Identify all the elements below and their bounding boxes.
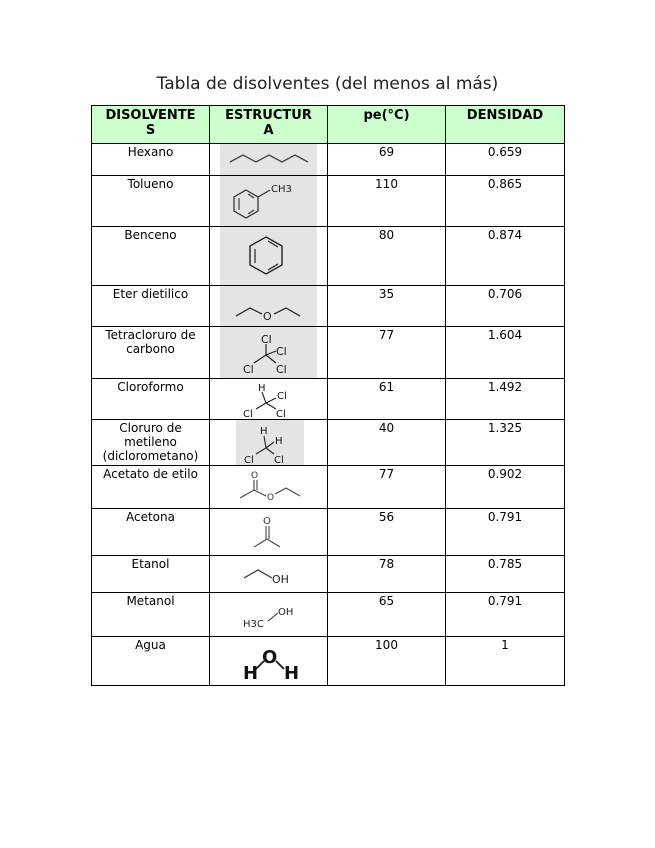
structure-cell: [210, 144, 328, 176]
structure-cell: [210, 593, 328, 637]
density: 0.874: [446, 227, 565, 286]
table-row: [92, 637, 565, 686]
page-title: Tabla de disolventes (del menos al más): [156, 74, 499, 94]
table-row: [92, 420, 565, 466]
table-row: [92, 466, 565, 509]
density: 1.325: [446, 420, 565, 466]
structure-cell: [210, 556, 328, 593]
table-row: [92, 176, 565, 227]
density: 0.706: [446, 286, 565, 327]
boiling-point: 110: [328, 176, 446, 227]
carbon-tetrachloride-structure-icon: [210, 327, 328, 379]
table-row: [92, 556, 565, 593]
structure-label: H: [284, 663, 300, 684]
structure-cell: [210, 420, 328, 466]
structure-label: Cl: [261, 333, 272, 346]
boiling-point: 100: [328, 637, 446, 686]
acetone-structure-icon: [210, 509, 328, 556]
solvent-name: Cloruro de metileno (diclorometano): [92, 420, 210, 466]
methanol-structure-icon: [210, 593, 328, 637]
solvent-name: Etanol: [92, 556, 210, 593]
solvent-name: Metanol: [92, 593, 210, 637]
density: 0.659: [446, 144, 565, 176]
structure-label: O: [263, 310, 272, 323]
boiling-point: 69: [328, 144, 446, 176]
table-row: [92, 509, 565, 556]
structure-label: O: [263, 516, 271, 527]
solvents-table: [91, 105, 565, 686]
solvent-name: Acetato de etilo: [92, 466, 210, 509]
solvent-name: Tolueno: [92, 176, 210, 227]
table-row: [92, 327, 565, 379]
solvent-name: Agua: [92, 637, 210, 686]
density: 1.604: [446, 327, 565, 379]
structure-label: Cl: [243, 363, 254, 376]
header-solvent: DISOLVENTE S: [92, 106, 210, 144]
boiling-point: 80: [328, 227, 446, 286]
density: 0.902: [446, 466, 565, 509]
boiling-point: 40: [328, 420, 446, 466]
structure-label: Cl: [277, 391, 287, 402]
boiling-point: 77: [328, 466, 446, 509]
structure-label: H: [260, 426, 268, 437]
structure-label: H: [243, 663, 259, 684]
structure-label: Cl: [243, 409, 253, 420]
header-structure: ESTRUCTUR A: [210, 106, 328, 144]
boiling-point: 56: [328, 509, 446, 556]
structure-label: H: [258, 383, 266, 394]
ethanol-structure-icon: [210, 556, 328, 593]
density: 1: [446, 637, 565, 686]
header-bp: pe(°C): [328, 106, 446, 144]
boiling-point: 78: [328, 556, 446, 593]
structure-cell: [210, 509, 328, 556]
solvent-name: Acetona: [92, 509, 210, 556]
density: 0.865: [446, 176, 565, 227]
structure-label: O: [267, 493, 275, 503]
table-row: [92, 593, 565, 637]
structure-label: H: [275, 436, 283, 447]
structure-label: OH: [278, 607, 294, 618]
structure-label: Cl: [274, 455, 284, 466]
dichloromethane-structure-icon: [210, 420, 328, 466]
density: 0.791: [446, 593, 565, 637]
solvent-name: Cloroformo: [92, 379, 210, 420]
structure-label: Cl: [276, 363, 287, 376]
structure-label: CH3: [271, 184, 292, 195]
table-row: [92, 379, 565, 420]
structure-label: O: [262, 647, 278, 668]
boiling-point: 35: [328, 286, 446, 327]
solvent-name: Benceno: [92, 227, 210, 286]
solvent-name: Hexano: [92, 144, 210, 176]
density: 0.785: [446, 556, 565, 593]
structure-label: OH: [272, 573, 289, 586]
structure-cell: [210, 327, 328, 379]
header-row: [92, 106, 565, 144]
table-row: [92, 286, 565, 327]
diethyl-ether-structure-icon: [210, 286, 328, 327]
toluene-structure-icon: [210, 176, 328, 227]
density: 0.791: [446, 509, 565, 556]
structure-cell: [210, 176, 328, 227]
boiling-point: 77: [328, 327, 446, 379]
structure-label: Cl: [276, 409, 286, 420]
structure-cell: [210, 379, 328, 420]
boiling-point: 65: [328, 593, 446, 637]
header-density: DENSIDAD: [446, 106, 565, 144]
structure-label: Cl: [244, 455, 254, 466]
boiling-point: 61: [328, 379, 446, 420]
table-row: [92, 144, 565, 176]
ethyl-acetate-structure-icon: [210, 466, 328, 509]
solvent-name: Tetracloruro de carbono: [92, 327, 210, 379]
structure-label: O: [251, 471, 259, 481]
hexane-structure-icon: [210, 144, 328, 176]
density: 1.492: [446, 379, 565, 420]
water-structure-icon: [210, 637, 328, 686]
structure-cell: [210, 637, 328, 686]
structure-cell: [210, 227, 328, 286]
structure-cell: [210, 466, 328, 509]
structure-label: Cl: [276, 345, 287, 358]
structure-cell: [210, 286, 328, 327]
chloroform-structure-icon: [210, 379, 328, 420]
structure-label: H3C: [243, 619, 264, 630]
table-row: [92, 227, 565, 286]
benzene-structure-icon: [210, 227, 328, 286]
solvent-name: Eter dietilico: [92, 286, 210, 327]
